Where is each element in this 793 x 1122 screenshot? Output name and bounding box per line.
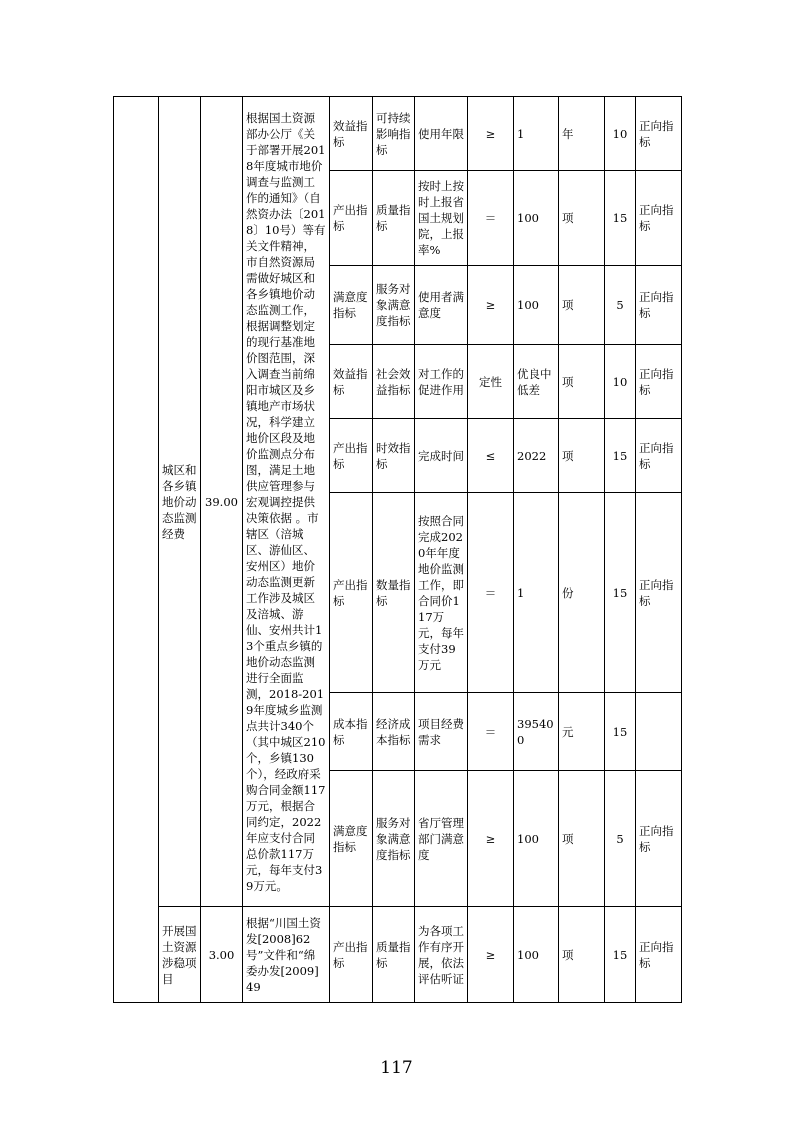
indicator-level2: 时效指标 [373,419,415,493]
indicator-level3: 使用年限 [415,97,468,171]
target-value: 1 [514,97,559,171]
indicator-level3: 项目经费需求 [415,693,468,771]
weight-cell: 10 [605,97,636,171]
indicator-level1: 产出指标 [330,419,373,493]
direction-cell: 正向指标 [636,907,682,1003]
project-description: 根据国土资源部办公厅《关于部署开展2018年度城市地价调查与监测工作的通知》（自然资办法〔2018〕10号）等有关文件精神，市自然资源局需做好城区和各乡镇地价动态监测工作，根据调整划定的现行基准地价图范围，深入调查当前绵阳市城区及乡镇地产市场状况，科学建立地价区段及地价监测点分布图，满足土地供应管理参与宏观调控提供决策依据 。市辖区（涪城区、游仙区、安州区）地价动态监测更新工作涉及城区及涪城、游仙、安州共计13个重点乡镇的地价动态监测进行全面监测，2018-2019年度城乡监测点共计340个（其中城区210个，乡镇130个），经政府采购合同金额117万元，根据合同约定，2022年应支付合同总价款117万元，每年支付39万元。 [243,97,330,907]
operator-cell: ≥ [468,907,514,1003]
unit-cell: 项 [559,171,605,266]
indicator-level2: 社会效益指标 [373,345,415,419]
operator-cell: 定性 [468,345,514,419]
indicator-level2: 服务对象满意度指标 [373,266,415,345]
unit-cell: 年 [559,97,605,171]
indicator-level3: 使用者满意度 [415,266,468,345]
indicator-level1: 效益指标 [330,97,373,171]
target-value: 100 [514,171,559,266]
indicator-level1: 满意度指标 [330,771,373,907]
target-value: 2022 [514,419,559,493]
indicator-level1: 满意度指标 [330,266,373,345]
table-row [114,97,682,171]
direction-cell: 正向指标 [636,266,682,345]
direction-cell: 正向指标 [636,345,682,419]
indicator-level3: 对工作的促进作用 [415,345,468,419]
indicator-level1: 效益指标 [330,345,373,419]
unit-cell: 项 [559,907,605,1003]
direction-cell: 正向指标 [636,419,682,493]
weight-cell: 5 [605,266,636,345]
amount-cell: 3.00 [201,907,243,1003]
target-value: 395400 [514,693,559,771]
weight-cell: 15 [605,493,636,693]
project-name-cell: 开展国土资源涉稳项目 [159,907,201,1003]
unit-cell: 项 [559,771,605,907]
indicator-level2: 服务对象满意度指标 [373,771,415,907]
table-row [114,907,682,1003]
unit-cell: 项 [559,266,605,345]
weight-cell: 15 [605,171,636,266]
unit-cell: 元 [559,693,605,771]
direction-cell: 正向指标 [636,493,682,693]
indicator-level1: 产出指标 [330,907,373,1003]
operator-cell: ＝ [468,171,514,266]
amount-cell: 39.00 [201,97,243,907]
operator-cell: ≥ [468,266,514,345]
direction-cell: 正向指标 [636,97,682,171]
weight-cell: 15 [605,907,636,1003]
indicator-level3: 完成时间 [415,419,468,493]
indicator-level2: 质量指标 [373,907,415,1003]
operator-cell: ＝ [468,493,514,693]
unit-cell: 项 [559,345,605,419]
unit-cell: 项 [559,419,605,493]
weight-cell: 15 [605,419,636,493]
unit-cell: 份 [559,493,605,693]
direction-cell [636,693,682,771]
indicator-level3: 为各项工作有序开展，依法评估听证 [415,907,468,1003]
direction-cell: 正向指标 [636,171,682,266]
project-description: 根据“川国土资发[2008]62号”文件和“绵委办发[2009]49 [243,907,330,1003]
operator-cell: ＝ [468,693,514,771]
target-value: 100 [514,907,559,1003]
project-name-cell: 城区和各乡镇地价动态监测经费 [159,97,201,907]
weight-cell: 10 [605,345,636,419]
weight-cell: 15 [605,693,636,771]
indicator-level1: 产出指标 [330,493,373,693]
indicator-level3: 省厅管理部门满意度 [415,771,468,907]
page-number: 117 [380,1058,413,1078]
target-value: 1 [514,493,559,693]
operator-cell: ≥ [468,771,514,907]
indicator-level2: 数量指标 [373,493,415,693]
indicator-level1: 成本指标 [330,693,373,771]
operator-cell: ≥ [468,97,514,171]
performance-indicator-table [113,96,682,1003]
operator-cell: ≤ [468,419,514,493]
weight-cell: 5 [605,771,636,907]
indicator-level1: 产出指标 [330,171,373,266]
indicator-level3: 按照合同完成2020年年度地价监测工作，即合同价117万元，每年支付39万元 [415,493,468,693]
indicator-level2: 质量指标 [373,171,415,266]
indicator-level2: 可持续影响指标 [373,97,415,171]
blank-cell [114,97,159,1003]
indicator-level2: 经济成本指标 [373,693,415,771]
target-value: 优良中低差 [514,345,559,419]
target-value: 100 [514,771,559,907]
direction-cell: 正向指标 [636,771,682,907]
indicator-level3: 按时上按时上报省国土规划院，上报率% [415,171,468,266]
target-value: 100 [514,266,559,345]
